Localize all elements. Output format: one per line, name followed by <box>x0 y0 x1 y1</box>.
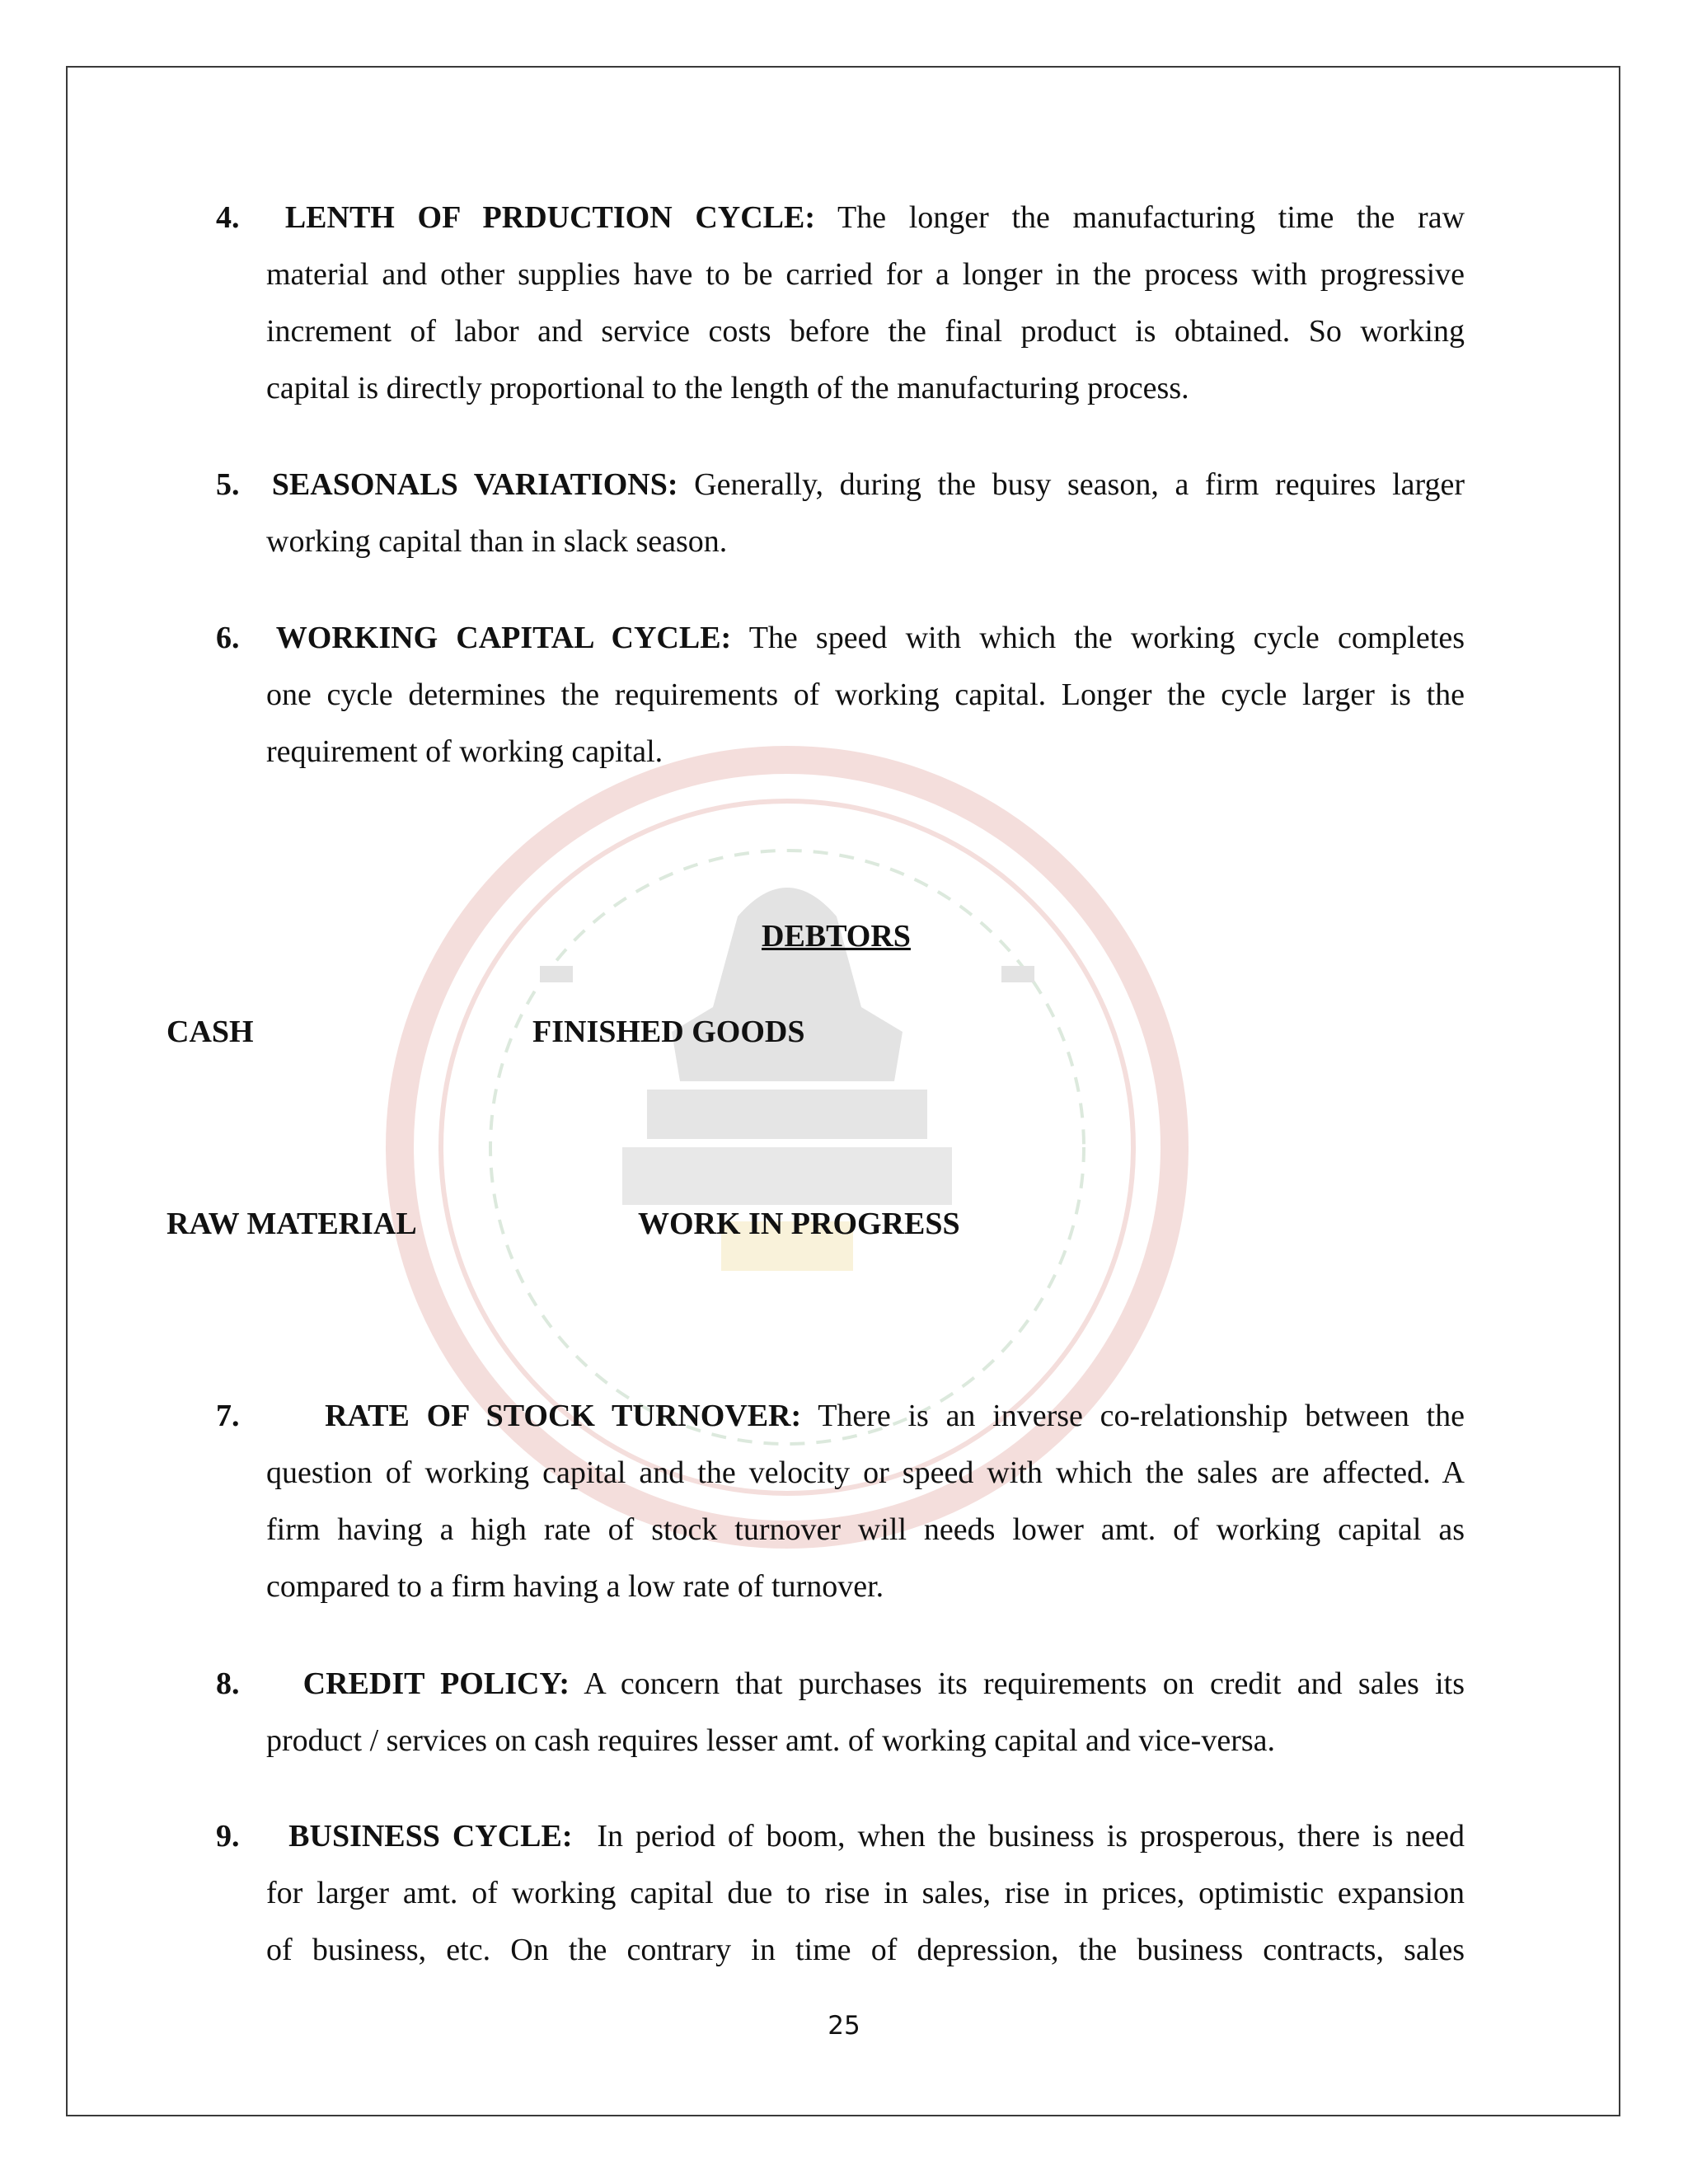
item-9-heading: BUSINESS CYCLE: <box>288 1819 573 1854</box>
item-6-text-3: requirement of working capital. <box>266 734 663 769</box>
item-9-text-2: for larger amt. of working capital due to rise in sales, rise in prices, optimistic expansion <box>266 1876 1465 1910</box>
item-7-line-1 <box>216 1388 1465 1445</box>
item-5-number: 5. <box>216 467 240 502</box>
page-number: 25 <box>828 2011 860 2041</box>
item-4-text-3: increment of labor and service costs before the final product is obtained. So working <box>266 314 1465 349</box>
item-5-text-2: working capital than in slack season. <box>266 524 728 559</box>
item-7-text-1: There is an inverse co-relationship between the <box>818 1399 1465 1433</box>
item-9-line-1 <box>216 1808 1465 1865</box>
list-item-7 <box>216 1388 1465 1615</box>
item-8-number: 8. <box>216 1666 240 1701</box>
item-6-text-1: The speed with which the working cycle completes <box>748 621 1465 655</box>
item-4-number: 4. <box>216 200 240 235</box>
list-item-5 <box>216 457 1465 570</box>
item-9-text-1: In period of boom, when the business is prosperous, there is need <box>597 1819 1465 1854</box>
item-4-heading: LENTH OF PRDUCTION CYCLE: <box>284 200 815 235</box>
item-6-text-2: one cycle determines the requirements of working capital. Longer the cycle larger is the <box>266 677 1465 712</box>
cycle-finished-goods-label: FINISHED GOODS <box>532 1015 805 1049</box>
item-7-text-3: firm having a high rate of stock turnover will needs lower amt. of working capital as <box>266 1512 1465 1547</box>
cycle-raw-material-label: RAW MATERIAL <box>166 1207 417 1241</box>
item-7-number: 7. <box>216 1399 240 1433</box>
item-4-text-1: The longer the manufacturing time the raw <box>837 200 1465 235</box>
item-4-text-2: material and other supplies have to be carried for a longer in the process with progressive <box>266 257 1465 292</box>
item-7-text-4: compared to a firm having a low rate of turnover. <box>266 1569 884 1604</box>
item-7-text-2: question of working capital and the velocity or speed with which the sales are affected. A <box>266 1455 1465 1490</box>
item-8-line-1 <box>216 1656 1465 1713</box>
item-4-line-1 <box>216 190 1465 246</box>
item-6-line-1 <box>216 610 1465 667</box>
item-6-heading: WORKING CAPITAL CYCLE: <box>275 621 732 655</box>
item-4-text-4: capital is directly proportional to the length of the manufacturing process. <box>266 371 1189 405</box>
item-5-text-1: Generally, during the busy season, a firm requires larger <box>694 467 1465 502</box>
list-item-9 <box>216 1808 1465 1979</box>
cycle-debtors-label: DEBTORS <box>762 919 911 954</box>
item-5-line-1 <box>216 457 1465 513</box>
cycle-cash-label: CASH <box>166 1015 254 1049</box>
item-8-text-2: product / services on cash requires lesser amt. of working capital and vice-versa. <box>266 1723 1275 1758</box>
list-item-4 <box>216 190 1465 417</box>
list-item-8 <box>216 1656 1465 1769</box>
item-7-heading: RATE OF STOCK TURNOVER: <box>325 1399 802 1433</box>
item-8-heading: CREDIT POLICY: <box>302 1666 570 1701</box>
item-8-text-1: A concern that purchases its requirements on credit and sales its <box>584 1666 1465 1701</box>
cycle-work-in-progress-label: WORK IN PROGRESS <box>638 1207 960 1241</box>
item-5-heading: SEASONALS VARIATIONS: <box>271 467 678 502</box>
list-item-6 <box>216 610 1465 780</box>
item-6-number: 6. <box>216 621 240 655</box>
item-9-number: 9. <box>216 1819 240 1854</box>
item-9-text-3: of business, etc. On the contrary in time of depression, the business contracts, sales <box>266 1933 1465 1967</box>
